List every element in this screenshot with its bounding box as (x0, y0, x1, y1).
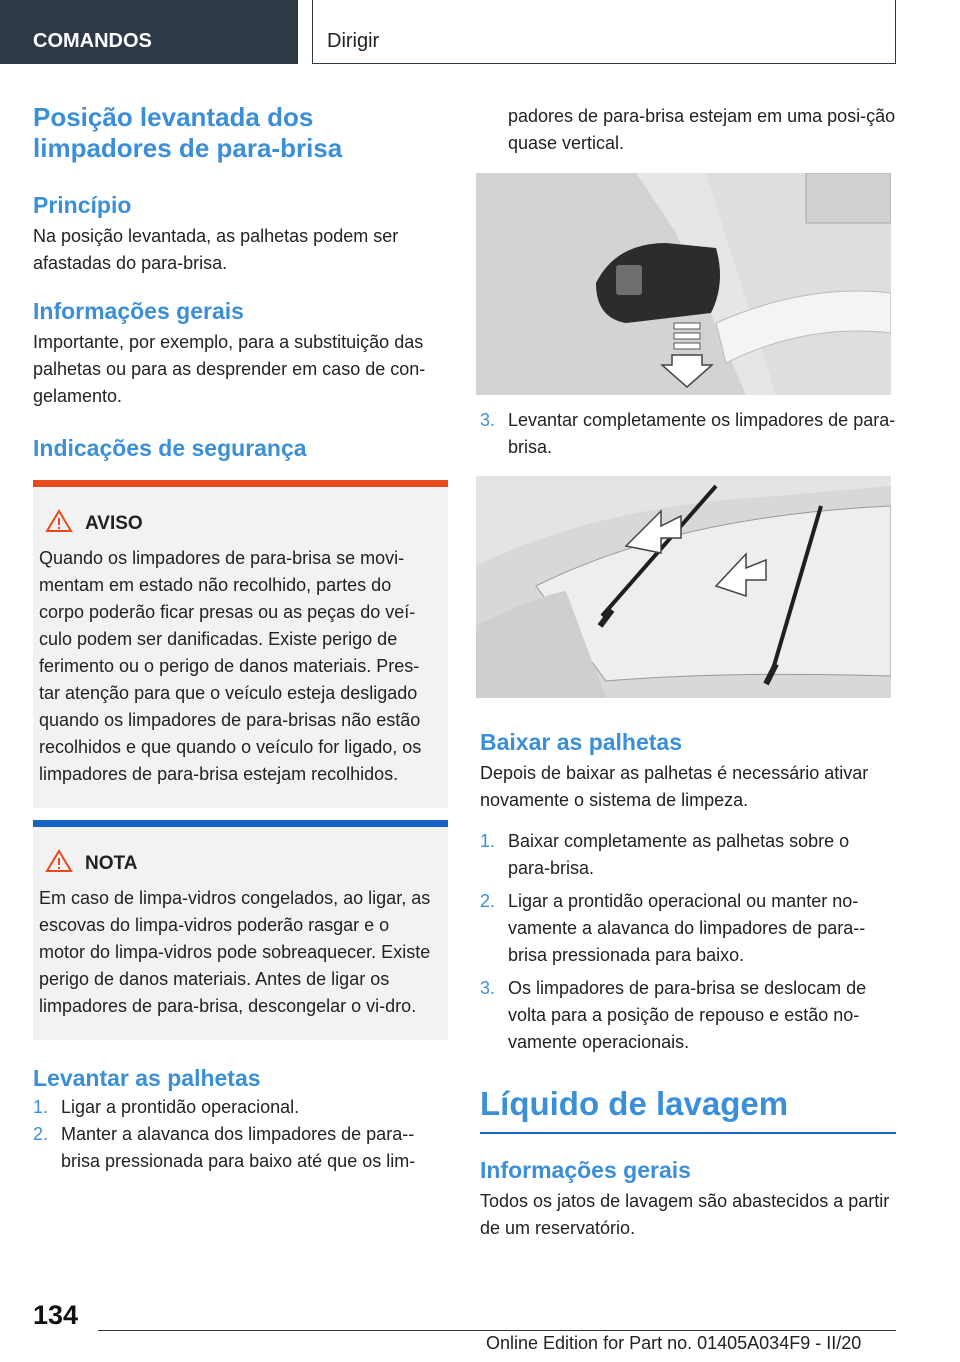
right-column (476, 100, 896, 1242)
warning-triangle-icon (45, 509, 73, 539)
section-title: Posição levantada dos limpadores de para-brisa (33, 102, 343, 163)
note-text: Em caso de limpa-vidros congelados, ao ligar, as escovas do limpa-vidros poderão rasgar e o motor do limpa-vidros pode sobreaquecer. Existe perigo de danos materiais. Antes de ligar os limpadores de para-brisa, descongelar o vi-dro. (39, 888, 431, 1016)
principle-text: Na posição levantada, as palhetas podem ser afastadas do para-brisa. (33, 226, 399, 273)
warning-label: AVISO (85, 513, 143, 534)
warning-box (33, 480, 448, 808)
list-item: 1. Ligar a prontidão operacional. (33, 1097, 300, 1117)
general-info-heading: Informações gerais (33, 298, 244, 324)
lower-heading: Baixar as palhetas (480, 729, 683, 755)
list-item: 3. Os limpadores de para-brisa se deslocam de volta para a posição de repouso e estão no-vamente operacionais. (480, 978, 867, 1052)
list-item: 3. Levantar completamente os limpadores de para-brisa. (480, 410, 896, 457)
edition-text: Online Edition for Part no. 01405A034F9 - II/20 (486, 1333, 862, 1353)
raise-steps-list (33, 1094, 448, 1175)
lower-steps-list (476, 828, 896, 1056)
note-title (39, 849, 440, 879)
heading-rule (480, 1132, 896, 1134)
principle-heading: Princípio (33, 192, 132, 218)
list-item: 1. Baixar completamente as palhetas sobre o para-brisa. (480, 831, 850, 878)
list-item: 2. Ligar a prontidão operacional ou manter no-vamente a alavanca do limpadores de para--brisa pressionada para baixo. (480, 891, 866, 965)
list-item: 2. Manter a alavanca dos limpadores de para--brisa pressionada para baixo até que os lim- (33, 1124, 416, 1171)
chapter-tab: Dirigir (312, 0, 896, 64)
page-header (0, 0, 960, 66)
left-column (33, 100, 448, 1175)
lower-text: Depois de baixar as palhetas é necessário ativar novamente o sistema de limpeza. (480, 763, 869, 810)
raise-heading: Levantar as palhetas (33, 1065, 261, 1091)
safety-heading: Indicações de segurança (33, 435, 307, 461)
wiper-raised-figure (476, 476, 891, 698)
note-box (33, 820, 448, 1040)
step3-list (476, 407, 896, 461)
warning-title (39, 509, 440, 539)
page-number: 134 (33, 1300, 79, 1330)
section-tab: COMANDOS (0, 0, 298, 64)
wiper-lever-figure (476, 173, 891, 395)
liquid-general-heading: Informações gerais (480, 1156, 691, 1183)
note-label: NOTA (85, 853, 138, 874)
liquid-heading: Líquido de lavagem (480, 1085, 789, 1122)
liquid-general-text: Todos os jatos de lavagem são abastecidos a partir de um reservatório. (480, 1190, 890, 1238)
continued-text: padores de para-brisa estejam em uma posi-ção quase vertical. (508, 106, 896, 153)
note-triangle-icon (45, 849, 73, 879)
general-info-text: Importante, por exemplo, para a substituição das palhetas ou para as desprender em caso de con-gelamento. (33, 332, 426, 406)
footer-rule (98, 1330, 896, 1331)
warning-text: Quando os limpadores de para-brisa se movi-mentam em estado não recolhido, partes do corpo poderão ficar presas ou as peças do veí-culo podem ser danificadas. Existe perigo de ferimento ou o perigo de danos materiais. Pres-tar atenção para que o veículo esteja desligado quando os limpadores de para-brisas não estão recolhidos e que quando o veículo for ligado, os limpadores de para-brisa estejam recolhidos. (39, 548, 422, 784)
